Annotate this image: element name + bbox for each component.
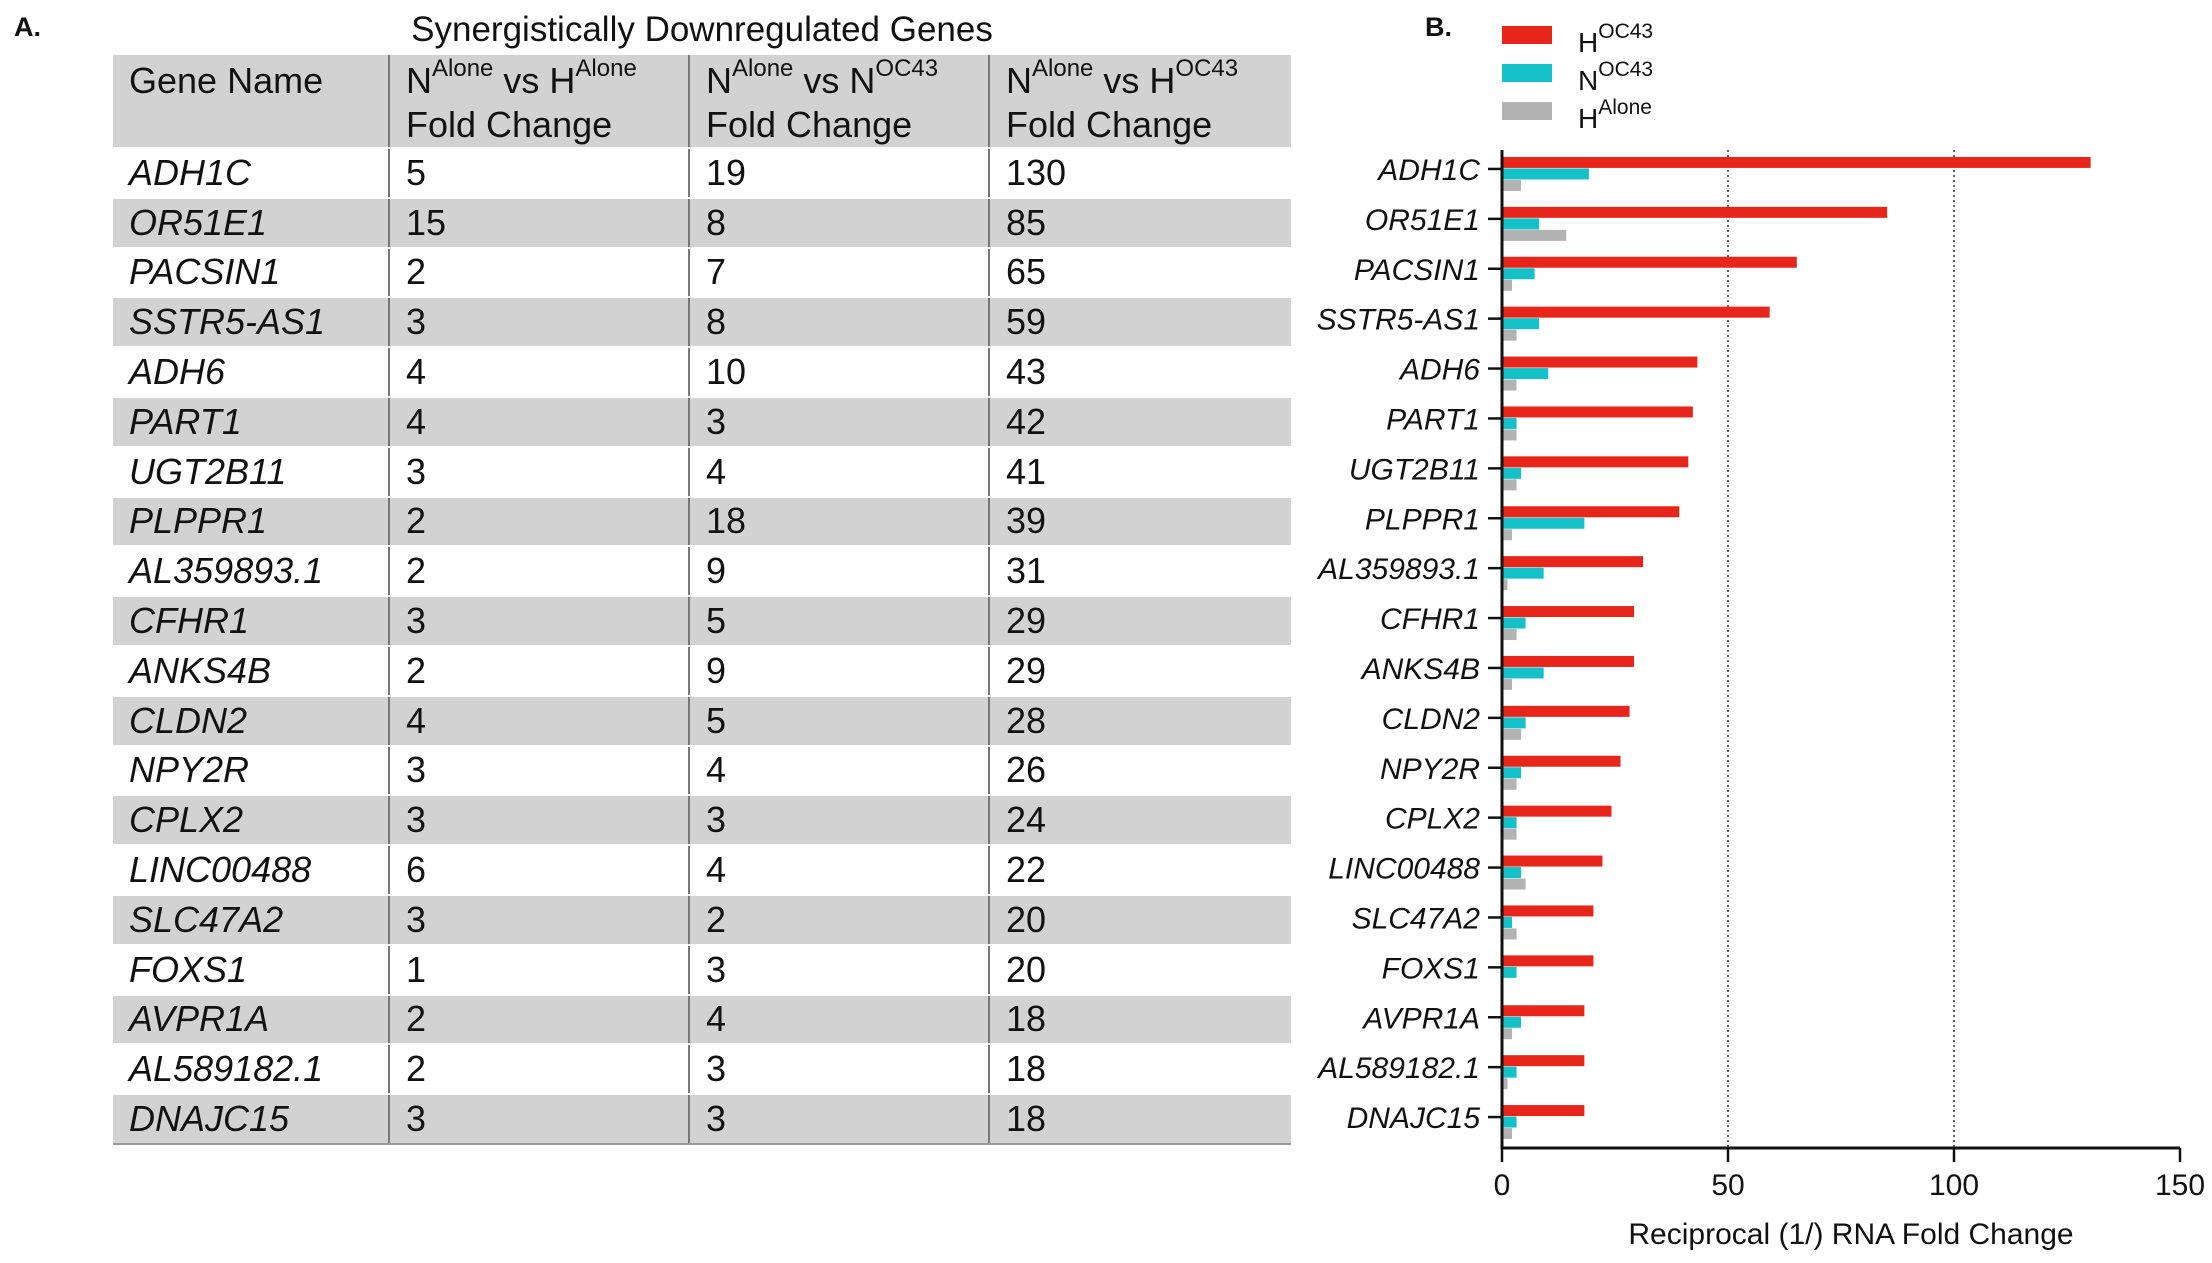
bar <box>1503 330 1517 341</box>
bar <box>1503 756 1621 767</box>
n-vs-hoc43-cell: 28 <box>989 696 1291 746</box>
n-vs-noc43-cell: 4 <box>689 746 989 796</box>
n-vs-hoc43-cell: 85 <box>989 198 1291 248</box>
n-vs-noc43-cell: 19 <box>689 148 989 198</box>
bar <box>1503 318 1539 329</box>
n-vs-hoc43-cell: 39 <box>989 497 1291 547</box>
category-label: PLPPR1 <box>1364 503 1480 537</box>
bar <box>1503 479 1517 490</box>
bar <box>1503 1005 1584 1016</box>
bar <box>1503 568 1544 579</box>
bar <box>1503 618 1526 629</box>
category-label: ADH1C <box>1378 153 1480 187</box>
header-line2: Fold Change <box>406 104 613 145</box>
bar <box>1503 879 1526 890</box>
category-label: CFHR1 <box>1379 603 1480 637</box>
n-vs-hoc43-cell: 65 <box>989 248 1291 298</box>
n-vs-noc43-cell: 10 <box>689 347 989 397</box>
category-label: AL359893.1 <box>1318 553 1480 587</box>
n-vs-hoc43-cell: 18 <box>989 1044 1291 1094</box>
n-vs-hoc43-cell: 130 <box>989 148 1291 198</box>
n-vs-noc43-cell: 8 <box>689 297 989 347</box>
n-vs-h-cell: 3 <box>389 795 689 845</box>
bar <box>1503 207 1887 218</box>
bar <box>1503 506 1679 517</box>
bar <box>1503 967 1517 978</box>
gene-cell: ADH6 <box>113 347 389 397</box>
bar <box>1503 357 1697 368</box>
n-vs-hoc43-cell: 43 <box>989 347 1291 397</box>
gene-cell: CPLX2 <box>113 795 389 845</box>
n-vs-hoc43-cell: 20 <box>989 895 1291 945</box>
n-vs-h-cell: 5 <box>389 148 689 198</box>
category-label: OR51E1 <box>1364 203 1480 237</box>
gene-cell: ADH1C <box>113 148 389 198</box>
bar <box>1503 667 1544 678</box>
legend-label: $N^{OC43}$ <box>1578 58 1654 96</box>
bar <box>1503 717 1526 728</box>
gene-cell: AVPR1A <box>113 995 389 1045</box>
n-vs-h-cell: 2 <box>389 1044 689 1094</box>
header-line1: $N^{Alone}$ vs $H^{OC43}$ <box>1006 55 1239 101</box>
bar <box>1503 230 1566 241</box>
bar <box>1503 729 1521 740</box>
bar <box>1503 767 1521 778</box>
bar <box>1503 257 1797 268</box>
category-label: PART1 <box>1386 403 1480 437</box>
bar <box>1503 606 1634 617</box>
x-tick-label: 100 <box>1928 1169 1980 1202</box>
bar <box>1503 806 1611 817</box>
n-vs-h-cell: 6 <box>389 845 689 895</box>
bar <box>1503 867 1521 878</box>
n-vs-hoc43-cell: 26 <box>989 746 1291 796</box>
n-vs-h-cell: 3 <box>389 746 689 796</box>
gene-cell: DNAJC15 <box>113 1094 389 1144</box>
gene-cell: UGT2B11 <box>113 447 389 497</box>
panel-a-letter: A. <box>14 12 41 42</box>
n-vs-hoc43-cell: 59 <box>989 297 1291 347</box>
n-vs-h-cell: 4 <box>389 347 689 397</box>
bar <box>1503 1105 1584 1116</box>
table-title: Synergistically Downregulated Genes <box>411 10 993 49</box>
n-vs-hoc43-cell: 20 <box>989 945 1291 995</box>
n-vs-h-cell: 2 <box>389 995 689 1045</box>
bar <box>1503 917 1512 928</box>
n-vs-noc43-cell: 3 <box>689 1094 989 1144</box>
bar <box>1503 656 1634 667</box>
gene-cell: ANKS4B <box>113 646 389 696</box>
bar <box>1503 1078 1508 1089</box>
bar <box>1503 218 1539 229</box>
n-vs-hoc43-cell: 24 <box>989 795 1291 845</box>
bar <box>1503 180 1521 191</box>
bar <box>1503 429 1517 440</box>
bar <box>1503 518 1584 529</box>
x-tick-label: 0 <box>1493 1169 1511 1202</box>
bar <box>1503 955 1593 966</box>
legend-swatch <box>1502 64 1552 82</box>
bar <box>1503 856 1602 867</box>
bar <box>1503 468 1521 479</box>
n-vs-h-cell: 3 <box>389 596 689 646</box>
gene-cell: OR51E1 <box>113 198 389 248</box>
n-vs-h-cell: 3 <box>389 447 689 497</box>
gene-cell: FOXS1 <box>113 945 389 995</box>
n-vs-h-cell: 3 <box>389 1094 689 1144</box>
category-label: UGT2B11 <box>1348 453 1480 487</box>
gene-cell: AL589182.1 <box>113 1044 389 1094</box>
n-vs-hoc43-cell: 18 <box>989 995 1291 1045</box>
bar <box>1503 157 2091 168</box>
n-vs-h-cell: 15 <box>389 198 689 248</box>
bar <box>1503 1055 1584 1066</box>
gene-cell: SSTR5-AS1 <box>113 297 389 347</box>
category-label: PACSIN1 <box>1353 253 1480 287</box>
gene-cell: PACSIN1 <box>113 248 389 298</box>
category-label: SLC47A2 <box>1351 902 1480 936</box>
n-vs-noc43-cell: 2 <box>689 895 989 945</box>
bar <box>1503 1117 1517 1128</box>
n-vs-hoc43-cell: 31 <box>989 546 1291 596</box>
bar <box>1503 168 1589 179</box>
n-vs-noc43-cell: 18 <box>689 497 989 547</box>
n-vs-h-cell: 3 <box>389 297 689 347</box>
gene-cell: LINC00488 <box>113 845 389 895</box>
header-line2: Fold Change <box>706 104 913 145</box>
bar <box>1503 706 1630 717</box>
category-label: ADH6 <box>1399 353 1480 387</box>
gene-cell: NPY2R <box>113 746 389 796</box>
bar <box>1503 928 1517 939</box>
bar <box>1503 456 1688 467</box>
bar <box>1503 406 1693 417</box>
bar <box>1503 679 1512 690</box>
n-vs-noc43-cell: 4 <box>689 995 989 1045</box>
bar <box>1503 1067 1517 1078</box>
bar <box>1503 817 1517 828</box>
bar <box>1503 579 1508 590</box>
n-vs-hoc43-cell: 41 <box>989 447 1291 497</box>
n-vs-h-cell: 3 <box>389 895 689 945</box>
bar <box>1503 1028 1512 1039</box>
x-tick-label: 150 <box>2154 1169 2206 1202</box>
legend-swatch <box>1502 102 1552 120</box>
gene-cell: PART1 <box>113 397 389 447</box>
category-label: AVPR1A <box>1363 1002 1480 1036</box>
bar <box>1503 280 1512 291</box>
bar <box>1503 268 1535 279</box>
bar <box>1503 629 1517 640</box>
n-vs-noc43-cell: 9 <box>689 546 989 596</box>
n-vs-noc43-cell: 5 <box>689 696 989 746</box>
n-vs-hoc43-cell: 29 <box>989 596 1291 646</box>
gene-cell: SLC47A2 <box>113 895 389 945</box>
n-vs-noc43-cell: 3 <box>689 795 989 845</box>
bar <box>1503 1017 1521 1028</box>
x-tick-label: 50 <box>1711 1169 1745 1202</box>
legend-label: $H^{OC43}$ <box>1578 20 1654 58</box>
n-vs-noc43-cell: 7 <box>689 248 989 298</box>
category-label: LINC00488 <box>1328 852 1480 886</box>
n-vs-noc43-cell: 3 <box>689 945 989 995</box>
n-vs-hoc43-cell: 22 <box>989 845 1291 895</box>
panel-b-letter: B. <box>1425 12 1452 42</box>
n-vs-noc43-cell: 5 <box>689 596 989 646</box>
category-label: AL589182.1 <box>1318 1052 1480 1086</box>
bar <box>1503 1128 1512 1139</box>
n-vs-hoc43-cell: 42 <box>989 397 1291 447</box>
header-line2: Fold Change <box>1006 104 1213 145</box>
header-gene-name: Gene Name <box>113 55 389 148</box>
category-label: NPY2R <box>1379 752 1480 786</box>
n-vs-noc43-cell: 8 <box>689 198 989 248</box>
header-line1: $N^{Alone}$ vs $N^{OC43}$ <box>706 55 939 101</box>
bar <box>1503 779 1517 790</box>
bar <box>1503 368 1548 379</box>
n-vs-noc43-cell: 9 <box>689 646 989 696</box>
x-axis-label: Reciprocal (1/) RNA Fold Change <box>1628 1218 2074 1251</box>
n-vs-hoc43-cell: 18 <box>989 1094 1291 1144</box>
category-label: FOXS1 <box>1381 952 1480 986</box>
gene-cell: CLDN2 <box>113 696 389 746</box>
bar <box>1503 380 1517 391</box>
bar <box>1503 418 1517 429</box>
gene-cell: CFHR1 <box>113 596 389 646</box>
n-vs-noc43-cell: 4 <box>689 845 989 895</box>
n-vs-h-cell: 4 <box>389 696 689 746</box>
legend-label: $H^{Alone}$ <box>1578 96 1652 134</box>
gene-cell: AL359893.1 <box>113 546 389 596</box>
n-vs-hoc43-cell: 29 <box>989 646 1291 696</box>
legend-swatch <box>1502 26 1552 44</box>
category-label: SSTR5-AS1 <box>1316 303 1480 337</box>
n-vs-h-cell: 4 <box>389 397 689 447</box>
n-vs-h-cell: 2 <box>389 646 689 696</box>
bar <box>1503 529 1512 540</box>
category-label: DNAJC15 <box>1346 1102 1480 1136</box>
n-vs-h-cell: 2 <box>389 497 689 547</box>
bar <box>1503 905 1593 916</box>
n-vs-h-cell: 1 <box>389 945 689 995</box>
gene-cell: PLPPR1 <box>113 497 389 547</box>
bar <box>1503 307 1770 318</box>
header-line1: $N^{Alone}$ vs $H^{Alone}$ <box>406 55 637 101</box>
category-label: ANKS4B <box>1361 652 1480 686</box>
bar <box>1503 556 1643 567</box>
n-vs-h-cell: 2 <box>389 248 689 298</box>
n-vs-noc43-cell: 3 <box>689 1044 989 1094</box>
bar <box>1503 829 1517 840</box>
category-label: CPLX2 <box>1384 802 1480 836</box>
n-vs-h-cell: 2 <box>389 546 689 596</box>
n-vs-noc43-cell: 4 <box>689 447 989 497</box>
category-label: CLDN2 <box>1381 702 1480 736</box>
n-vs-noc43-cell: 3 <box>689 397 989 447</box>
